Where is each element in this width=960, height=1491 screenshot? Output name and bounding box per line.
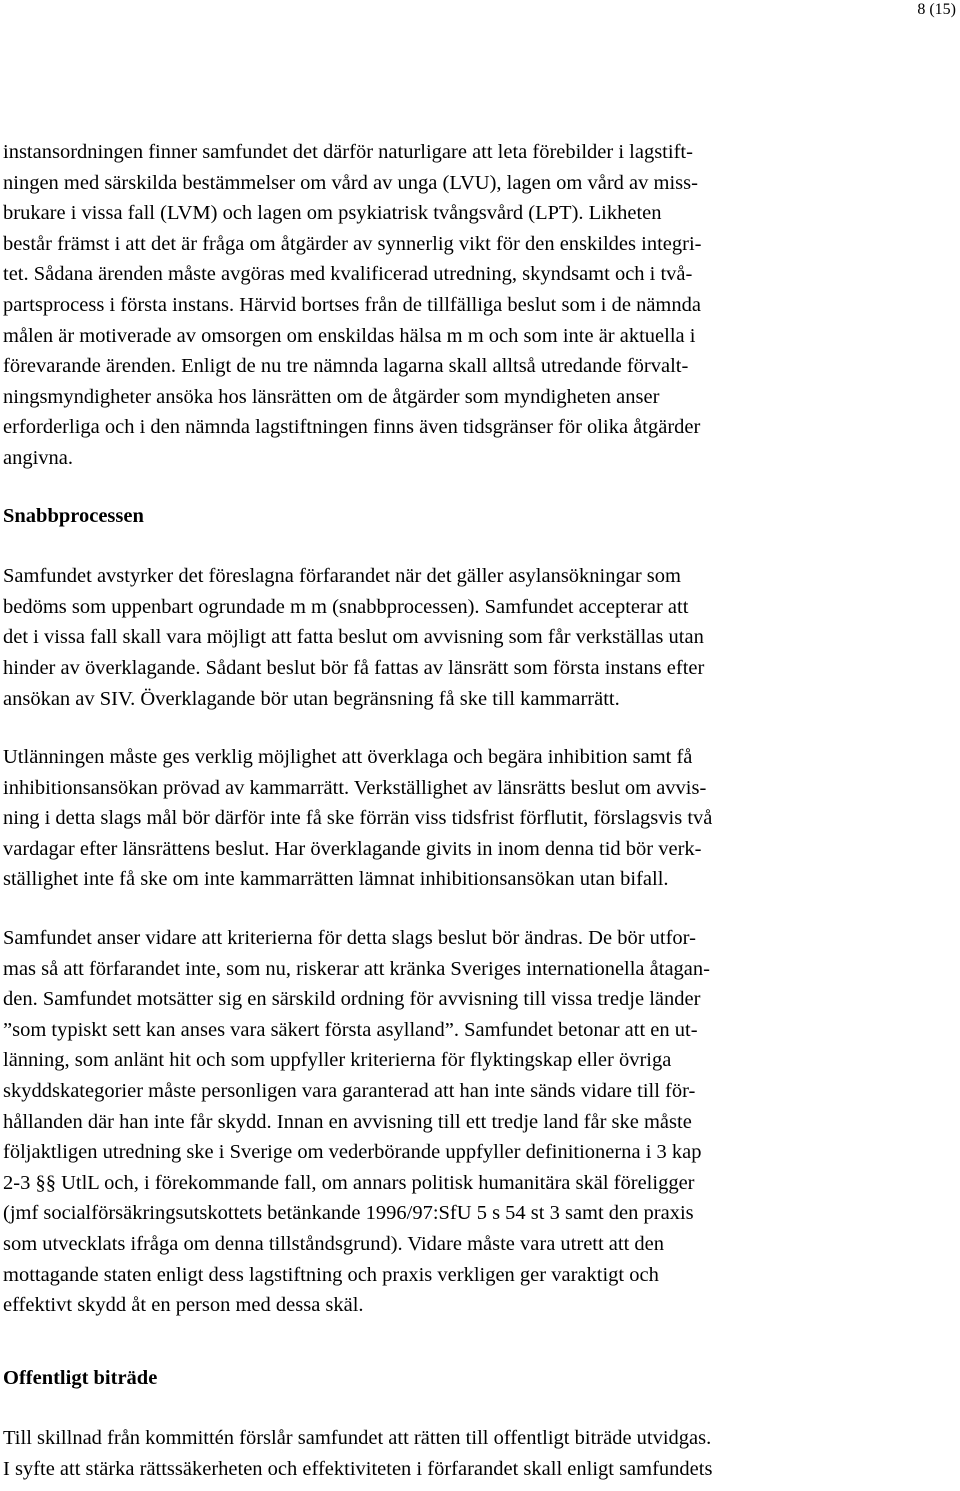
text-line: inhibitionsansökan prövad av kammarrätt. Verkställighet av länsrätts beslut om avvis-: [3, 776, 707, 799]
paragraph-intro: [3, 137, 933, 474]
text-line: (jmf socialförsäkringsutskottets betänkande 1996/97:SfU 5 s 54 st 3 samt den praxis: [3, 1202, 694, 1225]
text-line: brukare i vissa fall (LVM) och lagen om psykiatrisk tvångsvård (LPT). Likheten: [3, 202, 662, 225]
text-line: målen är motiverade av omsorgen om enskildas hälsa m m och som inte är aktuella i: [3, 324, 696, 347]
text-line: Utlänningen måste ges verklig möjlighet att överklaga och begära inhibition samt få: [3, 746, 693, 769]
text-line: bedöms som uppenbart ogrundade m m (snabbprocessen). Samfundet accepterar att: [3, 595, 689, 618]
text-line: hinder av överklagande. Sådant beslut bör få fattas av länsrätt som första instans efter: [3, 656, 705, 679]
text-line: mottagande staten enligt dess lagstiftning och praxis verkligen ger varaktigt och: [3, 1263, 659, 1286]
text-line: ning i detta slags mål bör därför inte få ske förrän viss tidsfrist förflutit, förslagsvis två: [3, 807, 713, 830]
paragraph-offentligt-bitrade: [3, 1423, 933, 1484]
text-line: ställighet inte få ske om inte kammarrätten lämnat inhibitionsansökan utan bifall.: [3, 868, 669, 891]
text-line: Till skillnad från kommittén förslår samfundet att rätten till offentligt biträde utvidgas.: [3, 1427, 712, 1450]
text-line: ansökan av SIV. Överklagande bör utan begränsning få ske till kammarrätt.: [3, 687, 620, 710]
text-line: angivna.: [3, 446, 74, 469]
text-line: förevarande ärenden. Enligt de nu tre nämnda lagarna skall alltså utredande förvalt-: [3, 355, 689, 378]
text-line: den. Samfundet motsätter sig en särskild ordning för avvisning till vissa tredje länder: [3, 988, 701, 1011]
text-line: som utvecklats ifråga om denna tillståndsgrund). Vidare måste vara utrett att den: [3, 1233, 665, 1255]
text-line: består främst i att det är fråga om åtgärder av synnerlig vikt för den enskildes integri-: [3, 232, 702, 255]
text-line: följaktligen utredning ske i Sverige om vederbörande uppfyller definitionerna i 3 kap: [3, 1141, 702, 1164]
text-line: skyddskategorier måste personligen vara garanterad att han inte sänds vidare till för-: [3, 1080, 696, 1103]
text-line: 2-3 §§ UtlL och, i förekommande fall, om annars politisk humanitära skäl föreligger: [3, 1171, 695, 1194]
paragraph-snabbprocessen-1: [3, 561, 933, 714]
section-heading-snabbprocessen: Snabbprocessen: [3, 504, 144, 527]
document-body: [3, 137, 933, 1485]
paragraph-snabbprocessen-2: [3, 742, 933, 895]
text-line: det i vissa fall skall vara möjligt att fatta beslut om avvisning som får verkställas utan: [3, 626, 704, 649]
text-line: effektivt skydd åt en person med dessa skäl.: [3, 1294, 364, 1317]
text-line: mas så att förfarandet inte, som nu, riskerar att kränka Sveriges internationella åtagan-: [3, 957, 710, 980]
text-line: I syfte att stärka rättssäkerheten och effektiviteten i förfarandet skall enligt samfundets: [3, 1457, 713, 1480]
text-line: vardagar efter länsrättens beslut. Har överklagande givits in inom denna tid bör verk-: [3, 837, 702, 860]
text-line: partsprocess i första instans. Härvid bortses från de tillfälliga beslut som i de nämnda: [3, 293, 701, 316]
text-line: Samfundet avstyrker det föreslagna förfarandet när det gäller asylansökningar som: [3, 565, 681, 588]
paragraph-snabbprocessen-3: [3, 923, 933, 1321]
text-line: instansordningen finner samfundet det därför naturligare att leta förebilder i lagstift-: [3, 141, 693, 163]
text-line: tet. Sådana ärenden måste avgöras med kvalificerad utredning, skyndsamt och i två-: [3, 263, 693, 286]
text-line: hållanden där han inte får skydd. Innan en avvisning till ett tredje land får ske måste: [3, 1110, 692, 1133]
text-line: Samfundet anser vidare att kriterierna för detta slags beslut bör ändras. De bör utfor-: [3, 927, 696, 950]
text-line: ”som typiskt sett kan anses vara säkert första asylland”. Samfundet betonar att en ut-: [3, 1018, 698, 1041]
text-line: ningen med särskilda bestämmelser om vård av unga (LVU), lagen om vård av miss-: [3, 171, 698, 194]
text-line: ningsmyndigheter ansöka hos länsrätten om de åtgärder som myndigheten anser: [3, 385, 660, 408]
text-line: erforderliga och i den nämnda lagstiftningen finns även tidsgränser för olika åtgärder: [3, 416, 701, 439]
section-heading-offentligt-bitrade: Offentligt biträde: [3, 1366, 158, 1389]
text-line: länning, som anlänt hit och som uppfyller kriterierna för flyktingskap eller övriga: [3, 1049, 672, 1072]
page-number: 8 (15): [917, 1, 956, 18]
